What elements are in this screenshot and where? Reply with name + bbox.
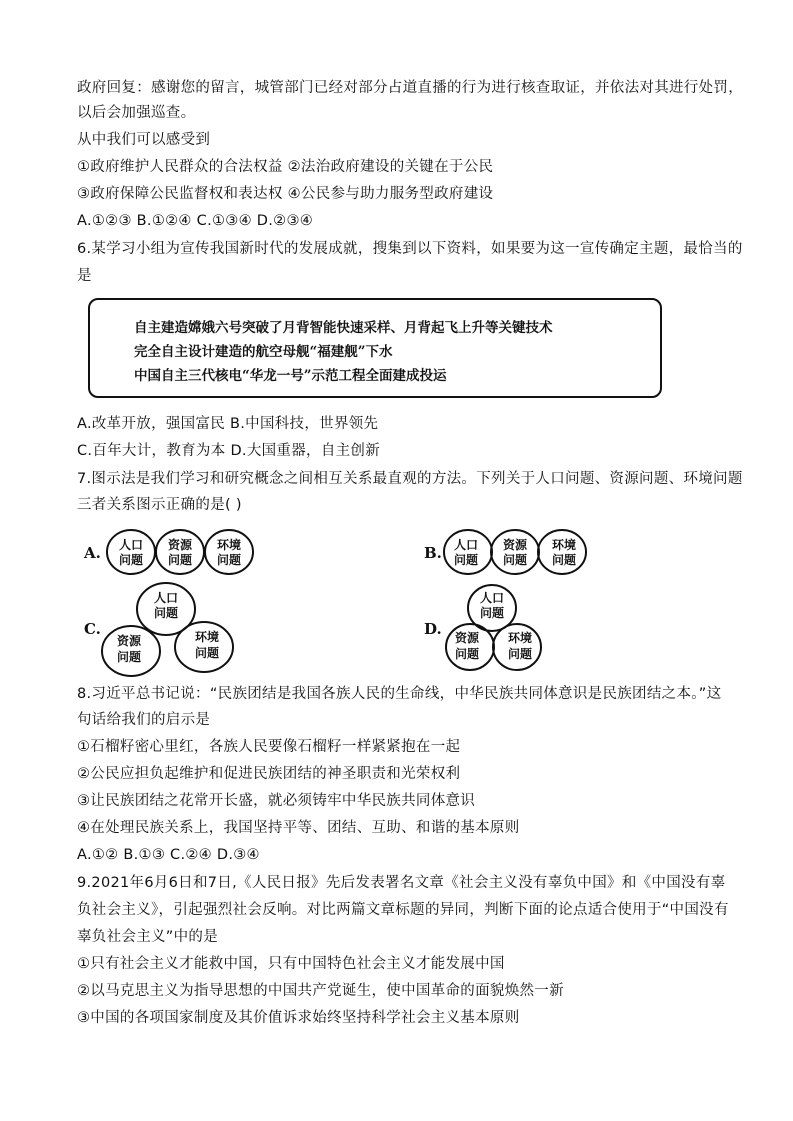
d-pop-text-2: 问题	[479, 606, 505, 620]
b-pop-text-1: 人口	[453, 538, 479, 552]
a-resource-circle	[156, 530, 204, 574]
material-line-3: 中国自主三代核电“华龙一号”示范工程全面建成投运	[134, 368, 447, 384]
b-resource-circle	[491, 530, 539, 574]
d-pop-text-1: 人口	[479, 591, 505, 605]
a-env-text-2: 问题	[216, 553, 242, 567]
a-environment-circle	[205, 530, 253, 574]
q5-options: A.①②③ B.①②④ C.①③④ D.②③④	[77, 213, 314, 229]
b-environment-circle	[538, 530, 586, 574]
material-line-2: 完全自主设计建造的航空母舰“福建舰”下水	[134, 344, 393, 360]
q8-stem-1: 8.习近平总书记说：“民族团结是我国各族人民的生命线，中华民族共同体意识是民族团结之本。”这	[77, 686, 722, 702]
q9-stem-3: 辜负社会主义”中的是	[77, 929, 219, 945]
reply-line-1: 政府回复：感谢您的留言，城管部门已经对部分占道直播的行为进行核查取证，并依法对其进行处罚，	[77, 80, 743, 96]
c-res-text-1: 资源	[116, 634, 142, 648]
a-res-text-2: 问题	[167, 553, 193, 567]
material-line-1: 自主建造嫦娥六号突破了月背智能快速采样、月背起飞上升等关键技术	[134, 320, 553, 336]
q5-statements-2: ③政府保障公民监督权和表达权 ④公民参与助力服务型政府建设	[77, 186, 494, 202]
a-res-text-1: 资源	[167, 538, 193, 552]
c-pop-text-1: 人口	[153, 591, 179, 605]
b-pop-text-2: 问题	[453, 553, 479, 567]
option-a-label: A.	[84, 544, 101, 562]
a-pop-text-2: 问题	[118, 553, 144, 567]
b-env-text-1: 环境	[551, 538, 577, 552]
b-env-text-2: 问题	[551, 553, 577, 567]
b-population-circle	[444, 530, 492, 574]
c-env-text-2: 问题	[194, 646, 220, 660]
q6-options-2: C.百年大计，教育为本 D.大国重器，自主创新	[77, 443, 381, 459]
q6-options-1: A.改革开放，强国富民 B.中国科技，世界领先	[77, 416, 379, 432]
q8-statement-1: ①石榴籽密心里红，各族人民要像石榴籽一样紧紧抱在一起	[77, 739, 461, 755]
a-env-text-1: 环境	[216, 538, 242, 552]
c-pop-text-2: 问题	[153, 606, 179, 620]
q9-statement-3: ③中国的各项国家制度及其价值诉求始终坚持科学社会主义基本原则	[77, 1010, 520, 1026]
q8-statement-2: ②公民应担负起维护和促进民族团结的神圣职责和光荣权利	[77, 766, 461, 782]
q9-statement-1: ①只有社会主义才能救中国，只有中国特色社会主义才能发展中国	[77, 956, 505, 972]
q5-stem: 从中我们可以感受到	[77, 132, 211, 148]
option-c-label: C.	[84, 620, 101, 638]
q7-stem-1: 7.图示法是我们学习和研究概念之间相互关系最直观的方法。下列关于人口问题、资源问题、环境问题	[77, 471, 743, 487]
reply-line-2: 以后会加强巡查。	[77, 105, 196, 121]
option-b-label: B.	[424, 544, 442, 562]
q9-statement-2: ②以马克思主义为指导思想的中国共产党诞生，使中国革命的面貌焕然一新	[77, 983, 564, 999]
a-pop-text-1: 人口	[118, 538, 144, 552]
d-env-text-2: 问题	[507, 647, 533, 661]
d-env-text-1: 环境	[507, 631, 533, 645]
q9-stem-2: 负社会主义》，引起强烈社会反响。对比两篇文章标题的异同，判断下面的论点适合使用于“中国没有	[77, 902, 729, 918]
q5-statements-1: ①政府维护人民群众的合法权益 ②法治政府建设的关键在于公民	[77, 159, 494, 175]
q7-stem-2: 三者关系图示正确的是( )	[77, 497, 242, 513]
q9-stem-1: 9.2021年6月6日和7日,《人民日报》先后发表署名文章《社会主义没有辜负中国》和《中国没有辜	[77, 875, 726, 891]
q6-stem-1: 6.某学习小组为宣传我国新时代的发展成就，搜集到以下资料，如果要为这一宣传确定主题，最恰当的	[77, 241, 743, 257]
b-res-text-2: 问题	[502, 553, 528, 567]
d-res-text-1: 资源	[454, 631, 480, 645]
a-population-circle	[107, 530, 155, 574]
q8-stem-2: 句话给我们的启示是	[77, 712, 211, 728]
c-res-text-2: 问题	[116, 650, 142, 664]
c-env-text-1: 环境	[194, 630, 220, 644]
d-res-text-2: 问题	[454, 647, 480, 661]
q8-options: A.①② B.①③ C.②④ D.③④	[77, 847, 260, 863]
q8-statement-4: ④在处理民族关系上，我国坚持平等、团结、互助、和谐的基本原则	[77, 820, 520, 836]
q6-stem-2: 是	[77, 268, 92, 284]
option-d-label: D.	[424, 620, 442, 638]
b-res-text-1: 资源	[502, 538, 528, 552]
q8-statement-3: ③让民族团结之花常开长盛，就必须铸牢中华民族共同体意识	[77, 793, 476, 809]
